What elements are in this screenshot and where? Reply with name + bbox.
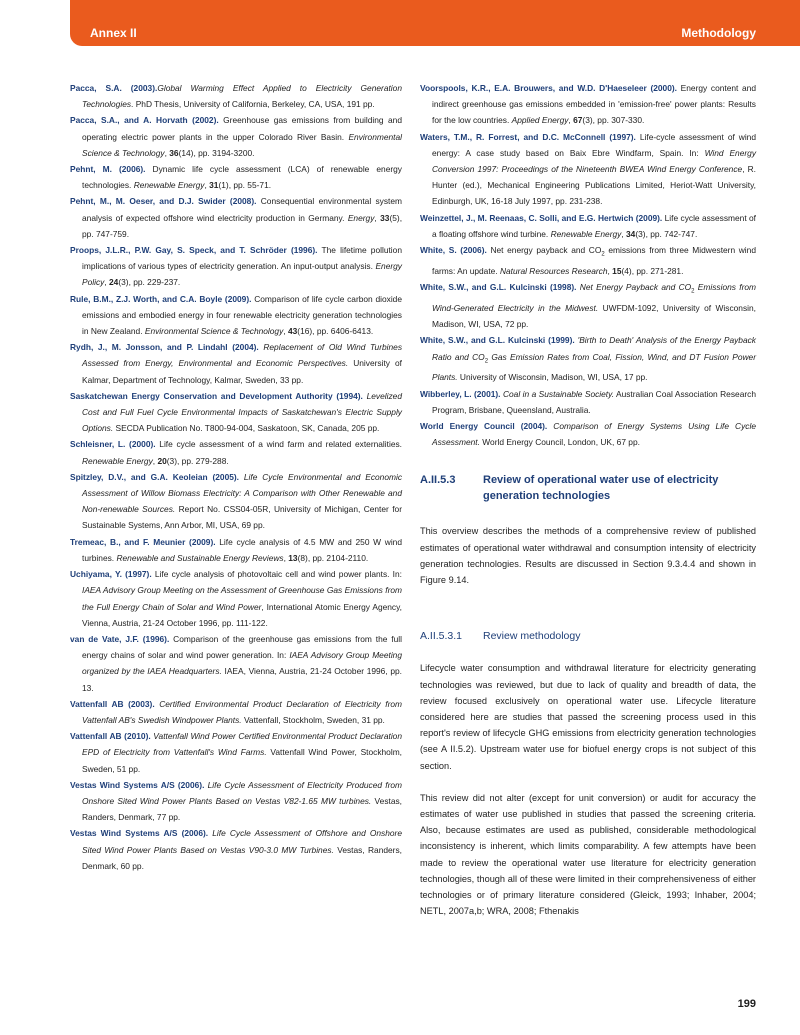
- reference-entry: Saskatchewan Energy Conservation and Development Authority (1994). Levelized Cost and Full Fuel Cycle Environmental Impacts of Saskatchewan's Electric Supply Options. SECDA Publication No. T800-94-004, Saskatoon, SK, Canada, 205 pp.: [70, 390, 402, 434]
- page-number: 199: [737, 998, 756, 1010]
- reference-entry: Weinzettel, J., M. Reenaas, C. Solli, and E.G. Hertwich (2009). Life cycle assessment of a floating offshore wind turbine. Renewable Energy, 34(3), pp. 742-747.: [420, 212, 757, 239]
- reference-entry: Waters, T.M., R. Forrest, and D.C. McConnell (1997). Life-cycle assessment of wind energy: A case study based on Baix Ebre Windfarm, Spain. In: Wind Energy Conversion 1997: Proceedings of the Nineteenth BWEA Wind Energy Conference, R. Hunter (ed.), Mechanical Engineering Publications Limited, Heriot-Watt University, Edinburgh, UK, 16-18 July 1997, pp. 231-238.: [420, 131, 757, 207]
- reference-entry: Pehnt, M., M. Oeser, and D.J. Swider (2008). Consequential environmental system analysis of expected offshore wind electricity production in Germany. Energy, 33(5), pp. 747-759.: [70, 196, 403, 239]
- annex-label: Annex II: [90, 26, 137, 40]
- right-column: [420, 80, 756, 919]
- section-paragraph: This overview describes the methods of a comprehensive review of published estimates of operational water withdrawal and consumption intensity of electricity generation technologies. Results are discussed in Section 9.3.4.4 and shown in Figure 9.14.: [420, 526, 756, 586]
- section-heading: [420, 472, 756, 504]
- reference-entry: White, S. (2006). Net energy payback and $CO_2$ emissions from three Midwestern wind farms: An update. Natural Resources Research, 15(4), pp. 271-281.: [420, 245, 756, 276]
- subsection-heading: [420, 628, 756, 644]
- reference-entry: Proops, J.L.R., P.W. Gay, S. Speck, and T. Schröder (1996). The lifetime pollution implications of various types of electricity generation. An input-output analysis. Energy Policy, 24(3), pp. 229-237.: [70, 245, 402, 288]
- reference-entry: Vestas Wind Systems A/S (2006). Life Cycle Assessment of Offshore and Onshore Sited Wind Power Plants Based on Vestas V90-3.0 MW Turbines. Vestas, Randers, Denmark, 60 pp.: [70, 828, 402, 871]
- section-title: Review of operational water use of electricity generation technologies: [483, 474, 719, 503]
- reference-list-left: [70, 80, 402, 874]
- reference-entry: Wibberley, L. (2001). Coal in a Sustainable Society. Australian Coal Association Research Program, Brisbane, Queensland, Australia.: [420, 388, 756, 415]
- reference-entry: Voorspools, K.R., E.A. Brouwers, and W.D. D'Haeseleer (2000). Energy content and indirect greenhouse gas emissions embedded in 'emission-free' power plants: Results for the low countries. Applied Energy, 67(3), pp. 307-330.: [420, 83, 756, 126]
- reference-list-right: [420, 80, 756, 450]
- reference-entry: Schleisner, L. (2000). Life cycle assessment of a wind farm and related externalities. Renewable Energy, 20(3), pp. 279-288.: [70, 439, 403, 466]
- subsection-number: A.II.5.3.1: [420, 630, 463, 643]
- header-banner: [70, 0, 800, 46]
- reference-entry: World Energy Council (2004). Comparison of Energy Systems Using Life Cycle Assessment. World Energy Council, London, UK, 67 pp.: [420, 421, 756, 448]
- subsection-title: Review methodology: [483, 630, 581, 643]
- reference-entry: White, S.W., and G.L. Kulcinski (1999). 'Birth to Death' Analysis of the Energy Payback Ratio and $CO_2$ Gas Emission Rates from Coal, Fission, Wind, and DT Fusion Power Plants. University of Wisconsin, Madison, WI, USA, 17 pp.: [420, 335, 756, 383]
- left-column: [70, 80, 402, 874]
- subsection-paragraph-2: This review did not alter (except for unit conversion) or audit for accuracy the estimates of water use published in studies that passed the screening criteria. Also, because estimates are used as published, considerable methodological inconsistency is inherent, which limits comparability. A few attempts have been made to review the operational water use literature for electricity generation technologies, though all of these were limited in their comprehensiveness of either technologies or of primary literature considered (Gleick, 1993; Inhaber, 2004; NETL, 2007a,b; WRA, 2008; Fthenakis: [420, 792, 756, 917]
- reference-entry: Pehnt, M. (2006). Dynamic life cycle assessment (LCA) of renewable energy technologies. Renewable Energy, 31(1), pp. 55-71.: [70, 164, 402, 191]
- chapter-label: Methodology: [681, 26, 756, 40]
- reference-entry: Vattenfall AB (2003). Certified Environmental Product Declaration of Electricity from Vattenfall AB's Swedish Windpower Plants. Vattenfall, Stockholm, Sweden, 31 pp.: [70, 698, 402, 725]
- reference-entry: Pacca, S.A., and A. Horvath (2002). Greenhouse gas emissions from building and operating electric power plants in the upper Colorado River Basin. Environmental Science & Technology, 36(14), pp. 3194-3200.: [70, 115, 402, 158]
- reference-entry: Pacca, S.A. (2003).Global Warming Effect Applied to Electricity Generation Technologies. PhD Thesis, University of California, Berkeley, CA, USA, 191 pp.: [70, 83, 402, 110]
- reference-entry: Rydh, J., M. Jonsson, and P. Lindahl (2004). Replacement of Old Wind Turbines Assessed from Energy, Environmental and Economic Perspectives. University of Kalmar, Department of Technology, Kalmar, Sweden, 33 pp.: [70, 342, 403, 385]
- subsection-paragraph-1: Lifecycle water consumption and withdrawal literature for electricity generating technologies was reviewed, but due to lack of quality and breadth of data, the review focused exclusively on operational water use. Lifecycle literature considered here are studies that passed the screening process used in this report's review of lifecycle GHG emissions from electricity generation technologies (see A II.5.2). Upstream water use for biofuel energy crops is not subject of this section.: [420, 663, 756, 771]
- section-number: A.II.5.3: [420, 474, 456, 487]
- reference-entry: Rule, B.M., Z.J. Worth, and C.A. Boyle (2009). Comparison of life cycle carbon dioxide emissions and embodied energy in four renewable electricity generation technologies in New Zealand. Environmental Science & Technology, 43(16), pp. 6406-6413.: [70, 293, 403, 337]
- reference-entry: Uchiyama, Y. (1997). Life cycle analysis of photovoltaic cell and wind power plants. In: IAEA Advisory Group Meeting on the Assessment of Greenhouse Gas Emissions from the Full Energy Chain of Solar and Wind Power, International Atomic Energy Agency, Vienna, Austria, 21-24 October 1996, pp. 111-122.: [70, 569, 402, 628]
- reference-entry: van de Vate, J.F. (1996). Comparison of the greenhouse gas emissions from the full energy chains of solar and wind power generation. In: IAEA Advisory Group Meeting organized by the IAEA Headquarters. IAEA, Vienna, Austria, 21-24 October 1996, pp. 13.: [70, 633, 403, 693]
- reference-entry: Tremeac, B., and F. Meunier (2009). Life cycle analysis of 4.5 MW and 250 W wind turbines. Renewable and Sustainable Energy Reviews, 13(8), pp. 2104-2110.: [70, 536, 403, 563]
- reference-entry: Spitzley, D.V., and G.A. Keoleian (2005). Life Cycle Environmental and Economic Assessment of Willow Biomass Electricity: A Comparison with Other Renewable and Non-renewable Sources. Report No. CSS04-05R, University of Michigan, Center for Sustainable Systems, Ann Arbor, MI, USA, 69 pp.: [70, 471, 403, 531]
- reference-entry: Vattenfall AB (2010). Vattenfall Wind Power Certified Environmental Product Declaration EPD of Electricity from Vattenfall's Wind Farms. Vattenfall Wind Power, Stockholm, Sweden, 51 pp.: [70, 731, 402, 774]
- reference-entry: White, S.W., and G.L. Kulcinski (1998). Net Energy Payback and $CO_2$ Emissions from Wind-Generated Electricity in the Midwest. UWFDM-1092, University of Wisconsin, Madison, WI, USA, 72 pp.: [420, 282, 757, 330]
- reference-entry: Vestas Wind Systems A/S (2006). Life Cycle Assessment of Electricity Produced from Onshore Sited Wind Power Plants Based on Vestas V82-1.65 MW turbines. Vestas, Randers, Denmark, 77 pp.: [70, 779, 403, 823]
